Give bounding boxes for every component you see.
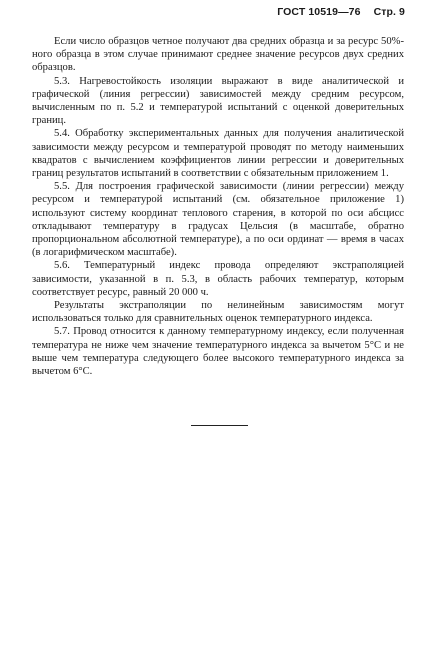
paragraph-5-3: 5.3. Нагревостойкость изоляции выражают в виде аналитической и графической (линия регрессии) зависимостей между средним ресурсом, вычисленным по п. 5.2 и температурой испытаний с оценкой доверительных границ. (32, 75, 404, 127)
page-number: Стр. 9 (373, 6, 405, 18)
paragraph-5-6: 5.6. Температурный индекс провода определяют экстраполяцией зависимости, указанной в п. 5.3, в область рабочих температур, которым соответствует ресурс, равный 20 000 ч. (32, 260, 404, 298)
paragraph-5-5: 5.5. Для построения графической зависимости (линии регрессии) между ресурсом и температурой испытаний (см. обязательное приложение 1) используют систему координат теплового старения, в которой по оси абсцисс откладывают температуру в градусах Цельсия (в масштабе, обратно пропорциональном абсолютной температуре), а по оси ординат — время в часах (в логарифмическом масштабе). (32, 181, 404, 259)
paragraph-5-6-note: Результаты экстраполяции по нелинейным зависимостям могут использоваться только для сравнительных оценок температурного индекса. (32, 300, 404, 325)
document-body (32, 35, 404, 378)
end-of-section-rule (191, 425, 248, 426)
paragraph-5-4: 5.4. Обработку экспериментальных данных для получения аналитической зависимости между ресурсом и температурой проводят по методу наименьших квадратов с вычислением коэффициентов линии регрессии и доверительных границ результатов испытаний в соответствии с обязательным приложением 1. (32, 128, 404, 180)
standard-number: ГОСТ 10519—76 (277, 6, 361, 18)
paragraph-5-7: 5.7. Провод относится к данному температурному индексу, если полученная температура не ниже чем значение температурного индекса за вычетом 5°С и не выше чем температура следующего более высокого температурного индекса за вычетом 6°С. (32, 326, 404, 378)
page-header (267, 6, 405, 18)
paragraph-5-2-continuation: Если число образцов четное получают два средних образца и за ресурс 50%-ного образца в этом случае принимают среднее значение ресурсов двух средних образцов. (32, 36, 404, 74)
